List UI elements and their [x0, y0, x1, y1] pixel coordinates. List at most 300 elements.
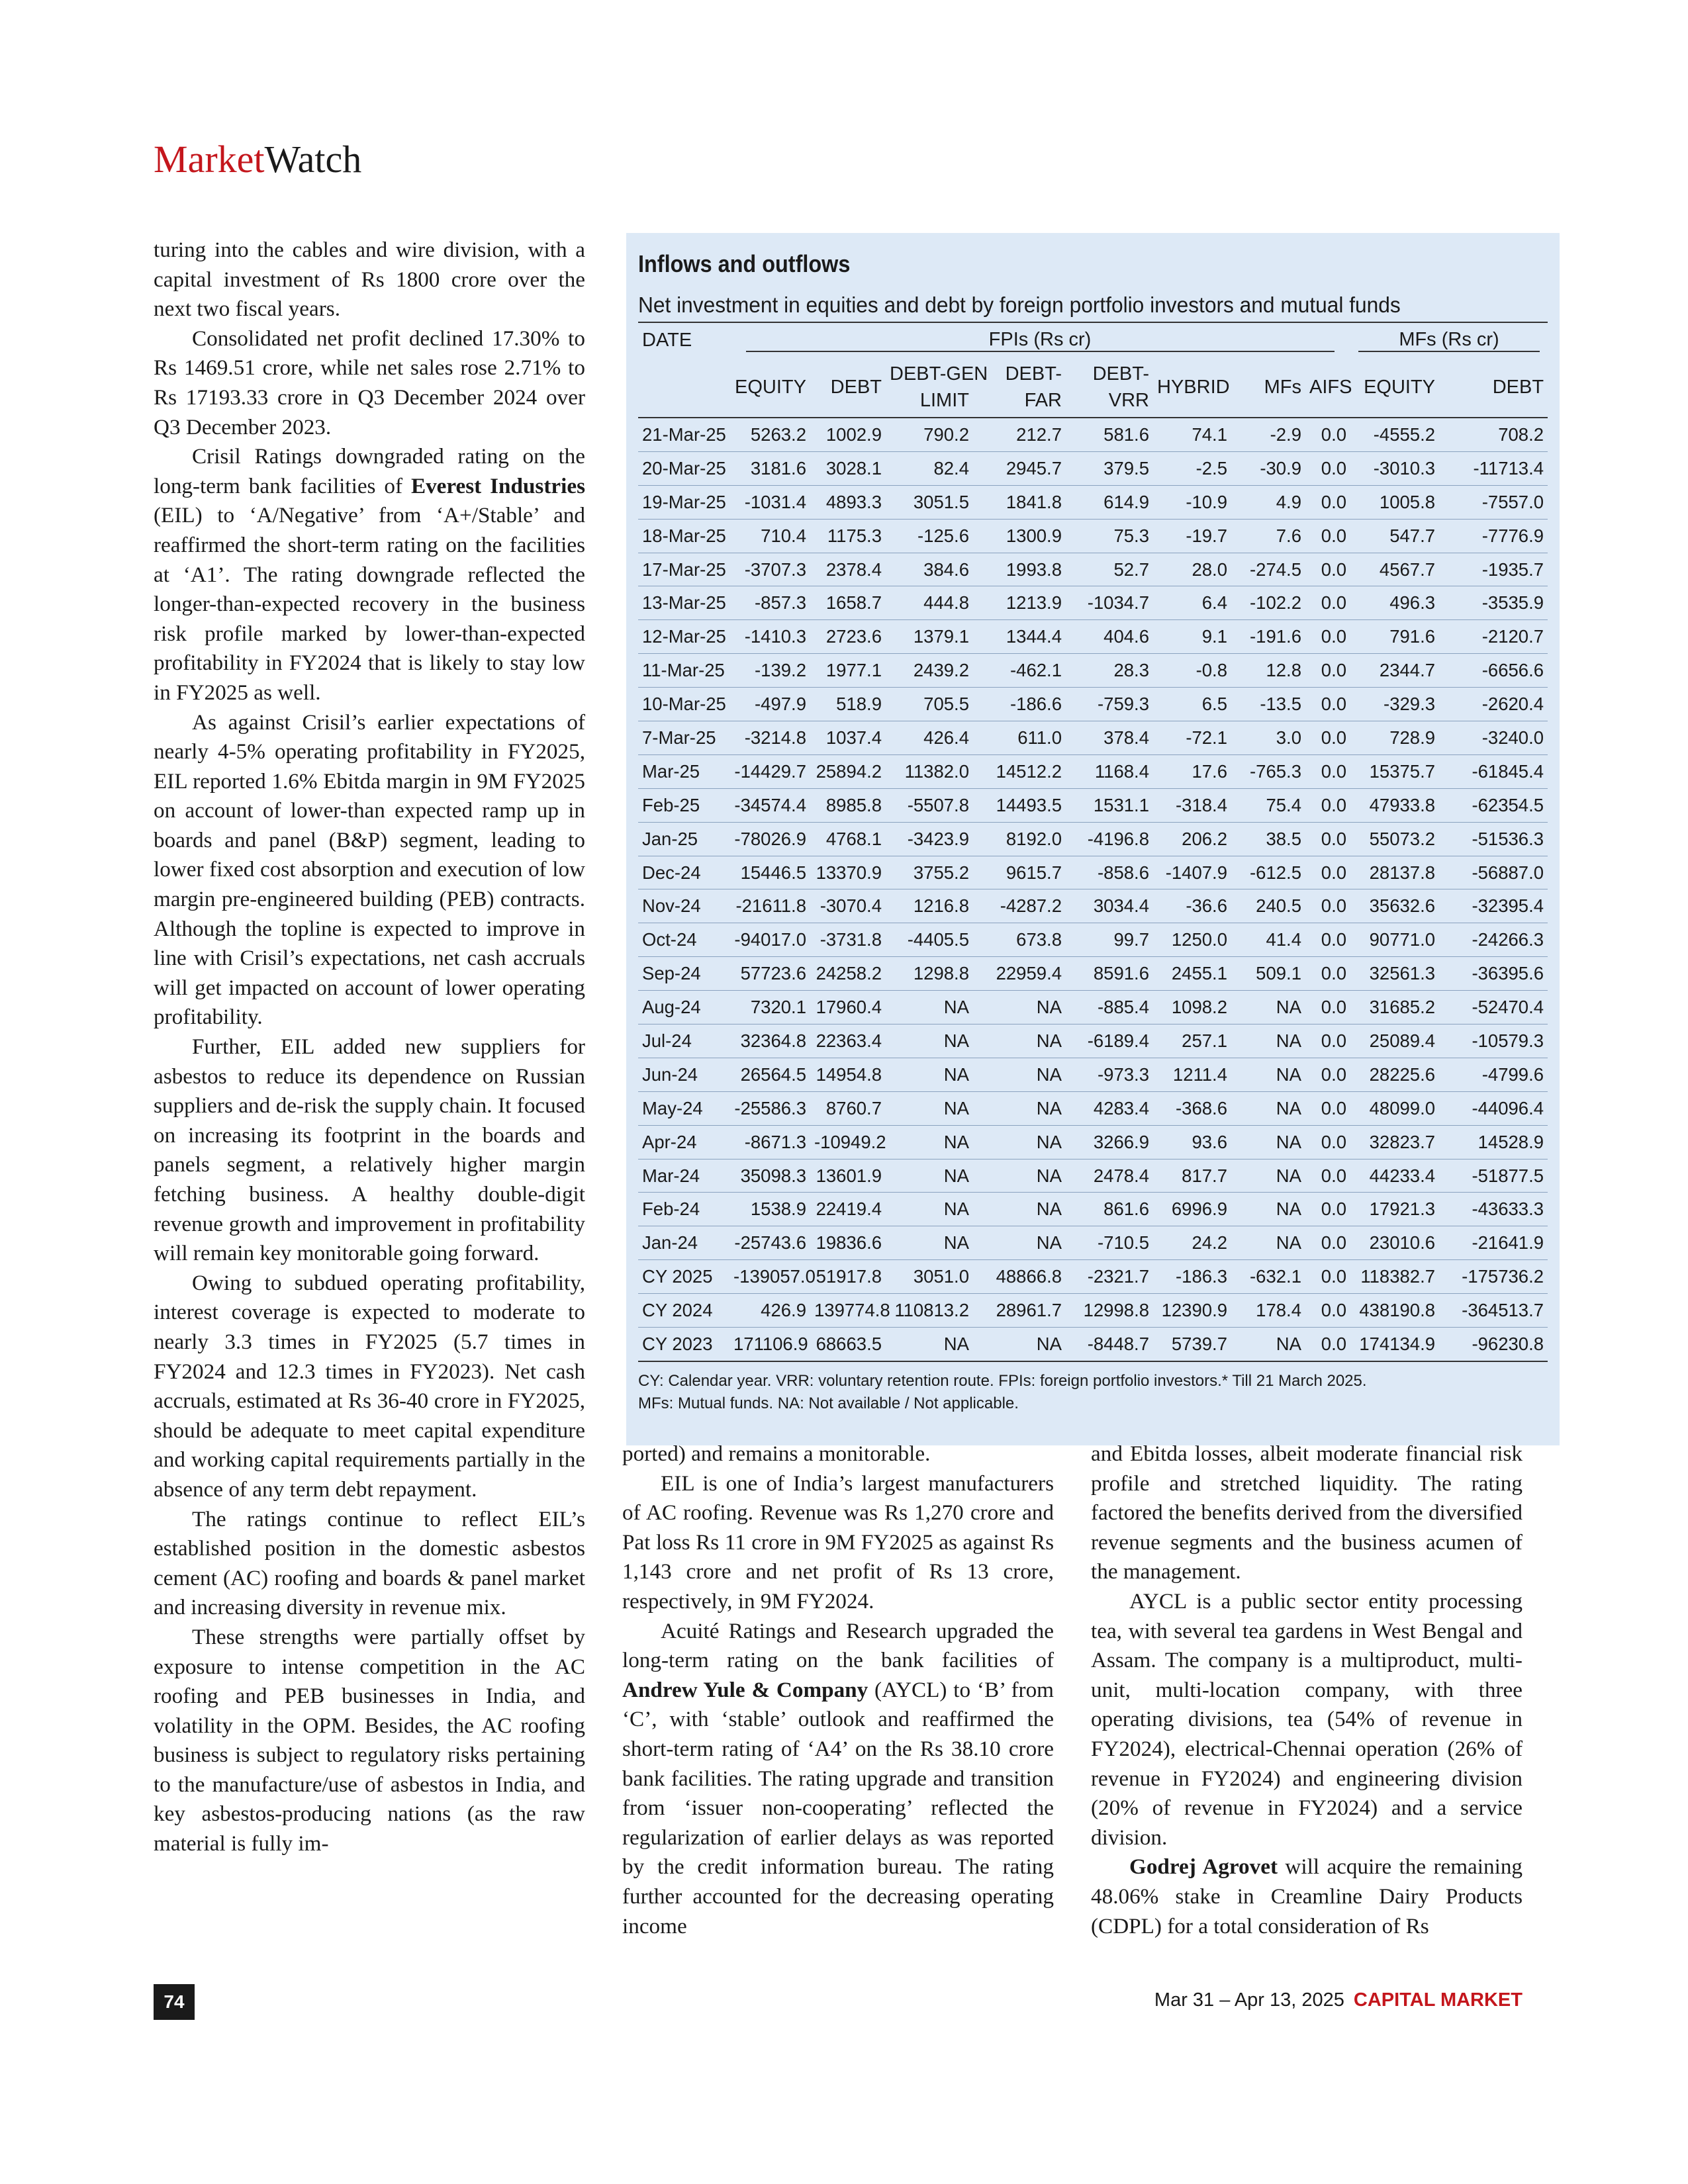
table-cell: 51917.8 [810, 1260, 886, 1294]
table-cell: -34574.4 [729, 788, 810, 822]
table-cell-date: 17-Mar-25 [638, 553, 729, 586]
table-cell: 5263.2 [729, 418, 810, 451]
table-cell: NA [1231, 1024, 1305, 1058]
footnote-line: MFs: Mutual funds. NA: Not available / Not applicable. [638, 1394, 1019, 1412]
table-row [638, 1328, 1548, 1361]
table-cell: -3707.3 [729, 553, 810, 586]
table-cell: 611.0 [973, 721, 1066, 755]
table-cell: 3034.4 [1066, 889, 1153, 923]
table-cell: -2.5 [1153, 451, 1231, 485]
table-cell: -21641.9 [1439, 1226, 1548, 1260]
table-cell: 0.0 [1305, 957, 1350, 991]
table-cell: 15375.7 [1350, 754, 1439, 788]
table-row [638, 553, 1548, 586]
table-cell: -139057.0 [729, 1260, 810, 1294]
table-cell: -36.6 [1153, 889, 1231, 923]
table-cell: NA [1231, 1226, 1305, 1260]
fpi-group-header: FPIs (Rs cr) [729, 322, 1350, 357]
table-cell: 0.0 [1305, 1159, 1350, 1193]
table-cell: -32395.4 [1439, 889, 1548, 923]
table-cell-date: Jan-25 [638, 822, 729, 856]
table-cell: 178.4 [1231, 1294, 1305, 1328]
table-cell: 110813.2 [886, 1294, 973, 1328]
table-cell: NA [973, 1091, 1066, 1125]
table-cell: 728.9 [1350, 721, 1439, 755]
table-cell: -19.7 [1153, 519, 1231, 553]
footnote-line: CY: Calendar year. VRR: voluntary retention route. FPIs: foreign portfolio investors.* Till 21 March 2025. [638, 1371, 1367, 1390]
table-cell: 26564.5 [729, 1058, 810, 1091]
table-cell: 48099.0 [1350, 1091, 1439, 1125]
table-cell: 12390.9 [1153, 1294, 1231, 1328]
table-cell: -52470.4 [1439, 991, 1548, 1024]
table-cell: 35632.6 [1350, 889, 1439, 923]
table-cell: 0.0 [1305, 1260, 1350, 1294]
table-cell: 4768.1 [810, 822, 886, 856]
paragraph: turing into the cables and wire division, with a capital investment of Rs 1800 crore over the next two fiscal years. [154, 238, 585, 322]
table-cell: 7.6 [1231, 519, 1305, 553]
paragraph-text: (AYCL) to ‘B’ from ‘C’, with ‘stable’ outlook and reaffirmed the short-term rating of ‘A4’ on the Rs 38.10 crore bank facilities. The rating upgrade and transition from ‘issuer non-cooperating’ reflected the regularization of earlier delays as was reported by the credit information bureau. The rating further accounted for the decreasing operating income [622, 1677, 1054, 1938]
table-cell: 1250.0 [1153, 923, 1231, 957]
table-cell: -710.5 [1066, 1226, 1153, 1260]
table-cell: 55073.2 [1350, 822, 1439, 856]
table-cell: 4283.4 [1066, 1091, 1153, 1125]
table-cell: -51877.5 [1439, 1159, 1548, 1193]
table-cell: -6656.6 [1439, 654, 1548, 688]
table-cell: 0.0 [1305, 1328, 1350, 1361]
table-cell: 14954.8 [810, 1058, 886, 1091]
table-cell: 47933.8 [1350, 788, 1439, 822]
table-cell-date: Mar-25 [638, 754, 729, 788]
table-cell: 1993.8 [973, 553, 1066, 586]
table-cell: NA [1231, 1193, 1305, 1226]
table-cell: -329.3 [1350, 688, 1439, 721]
table-cell: 0.0 [1305, 1226, 1350, 1260]
table-cell: NA [886, 991, 973, 1024]
table-cell: 90771.0 [1350, 923, 1439, 957]
table-cell: NA [973, 1226, 1066, 1260]
table-cell: 8985.8 [810, 788, 886, 822]
table-cell: 1098.2 [1153, 991, 1231, 1024]
table-cell: -25743.6 [729, 1226, 810, 1260]
table-cell: 8591.6 [1066, 957, 1153, 991]
table-cell: -0.8 [1153, 654, 1231, 688]
table-cell: -274.5 [1231, 553, 1305, 586]
table-row [638, 856, 1548, 889]
table-cell: 404.6 [1066, 620, 1153, 654]
table-cell-date: 11-Mar-25 [638, 654, 729, 688]
table-row [638, 1226, 1548, 1260]
paragraph: The ratings continue to reflect EIL’s established position in the domestic asbestos cement (AC) roofing and boards & panel market and increasing diversity in revenue mix. [154, 1506, 585, 1620]
table-cell: 426.9 [729, 1294, 810, 1328]
table-cell: -139.2 [729, 654, 810, 688]
table-cell: -24266.3 [1439, 923, 1548, 957]
table-cell: 206.2 [1153, 822, 1231, 856]
table-cell: -25586.3 [729, 1091, 810, 1125]
table-cell: 6996.9 [1153, 1193, 1231, 1226]
table-cell: NA [1231, 1159, 1305, 1193]
table-cell: 9615.7 [973, 856, 1066, 889]
table-cell: 13370.9 [810, 856, 886, 889]
table-cell: 28.3 [1066, 654, 1153, 688]
table-cell-date: 7-Mar-25 [638, 721, 729, 755]
table-cell: 438190.8 [1350, 1294, 1439, 1328]
table-cell: NA [1231, 1058, 1305, 1091]
publication-name: CAPITAL MARKET [1353, 1989, 1523, 2011]
article-column-2 [622, 1439, 1054, 1941]
table-cell: 1037.4 [810, 721, 886, 755]
table-cell: 708.2 [1439, 418, 1548, 451]
table-cell: 1300.9 [973, 519, 1066, 553]
issue-date: Mar 31 – Apr 13, 2025 [1154, 1989, 1344, 2011]
table-cell: 17.6 [1153, 754, 1231, 788]
table-cell: -4555.2 [1350, 418, 1439, 451]
table-cell: 6.4 [1153, 586, 1231, 620]
table-cell: -30.9 [1231, 451, 1305, 485]
paragraph: Owing to subdued operating profitability, interest coverage is expected to moderate to nearly 3.3 times in FY2025 (5.7 times in FY2024 and 12.3 times in FY2023). Net cash accruals, estimated at Rs 36-40 crore in FY2025, should be adequate to meet capital expenditure and working capital requirements partially in the absence of any term debt repayment. [154, 1270, 585, 1502]
table-cell-date: Jul-24 [638, 1024, 729, 1058]
table-cell: 1538.9 [729, 1193, 810, 1226]
table-cell: NA [1231, 1091, 1305, 1125]
table-cell: 1168.4 [1066, 754, 1153, 788]
table-cell: 518.9 [810, 688, 886, 721]
table-cell: 22419.4 [810, 1193, 886, 1226]
table-cell: -3070.4 [810, 889, 886, 923]
table-cell: NA [886, 1328, 973, 1361]
table-cell: 384.6 [886, 553, 973, 586]
table-cell: 93.6 [1153, 1125, 1231, 1159]
section-masthead [154, 140, 361, 179]
table-cell: 11382.0 [886, 754, 973, 788]
table-cell: NA [973, 1125, 1066, 1159]
table-cell: NA [886, 1024, 973, 1058]
column-header-hybrid: HYBRID [1153, 357, 1231, 418]
table-cell: -8448.7 [1066, 1328, 1153, 1361]
table-row [638, 822, 1548, 856]
table-cell: 1002.9 [810, 418, 886, 451]
table-cell: 38.5 [1231, 822, 1305, 856]
table-cell: 496.3 [1350, 586, 1439, 620]
table-cell: 14493.5 [973, 788, 1066, 822]
table-cell-date: Feb-25 [638, 788, 729, 822]
column-header-aifs: AIFS [1305, 357, 1350, 418]
table-cell: 3028.1 [810, 451, 886, 485]
table-cell: 0.0 [1305, 586, 1350, 620]
table-cell: 0.0 [1305, 418, 1350, 451]
table-cell-date: 13-Mar-25 [638, 586, 729, 620]
table-cell: -5507.8 [886, 788, 973, 822]
table-cell: 2439.2 [886, 654, 973, 688]
table-cell: -78026.9 [729, 822, 810, 856]
table-cell: -56887.0 [1439, 856, 1548, 889]
table-cell: NA [886, 1058, 973, 1091]
table-cell: 0.0 [1305, 923, 1350, 957]
table-cell: 23010.6 [1350, 1226, 1439, 1260]
table-cell: 25894.2 [810, 754, 886, 788]
table-cell: 0.0 [1305, 721, 1350, 755]
table-cell: 0.0 [1305, 1193, 1350, 1226]
company-name: Godrej Agrovet [1129, 1854, 1278, 1880]
table-cell: -61845.4 [1439, 754, 1548, 788]
table-cell: -885.4 [1066, 991, 1153, 1024]
company-name: Everest Industries [410, 473, 585, 498]
table-cell: 0.0 [1305, 1024, 1350, 1058]
table-cell: 0.0 [1305, 788, 1350, 822]
table-cell: 0.0 [1305, 889, 1350, 923]
inflows-outflows-table-box [626, 233, 1560, 1445]
table-cell: 212.7 [973, 418, 1066, 451]
table-cell-date: CY 2024 [638, 1294, 729, 1328]
table-cell: 171106.9 [729, 1328, 810, 1361]
table-cell: 1298.8 [886, 957, 973, 991]
table-cell: NA [973, 1024, 1066, 1058]
table-cell: 378.4 [1066, 721, 1153, 755]
table-cell: 12.8 [1231, 654, 1305, 688]
table-cell: 705.5 [886, 688, 973, 721]
table-cell: 4.9 [1231, 485, 1305, 519]
table-cell: 0.0 [1305, 991, 1350, 1024]
table-cell: NA [886, 1226, 973, 1260]
paragraph [154, 442, 585, 707]
table-cell: 0.0 [1305, 754, 1350, 788]
issue-info [1154, 1989, 1523, 2011]
paragraph: AYCL is a public sector entity processing tea, with several tea gardens in West Bengal and Assam. The company is a multiproduct, multi-unit, multi-location company, with three operating divisions, tea (54% of revenue in FY2024), electrical-Chennai operation (26% of revenue in FY2024) and engineering division (20% of revenue in FY2024) and a service division. [1091, 1588, 1523, 1850]
table-cell: 240.5 [1231, 889, 1305, 923]
table-cell: 15446.5 [729, 856, 810, 889]
column-header-fpi-debt: DEBT [810, 357, 886, 418]
table-cell: -4287.2 [973, 889, 1066, 923]
table-cell: -102.2 [1231, 586, 1305, 620]
table-cell: -186.6 [973, 688, 1066, 721]
table-cell: 31685.2 [1350, 991, 1439, 1024]
table-cell: 19836.6 [810, 1226, 886, 1260]
table-cell: 28.0 [1153, 553, 1231, 586]
column-header-debt-vrr: DEBT- VRR [1066, 357, 1153, 418]
table-cell: 2378.4 [810, 553, 886, 586]
table-cell: 3051.5 [886, 485, 973, 519]
table-cell: 52.7 [1066, 553, 1153, 586]
table-cell-date: 19-Mar-25 [638, 485, 729, 519]
table-cell: -1034.7 [1066, 586, 1153, 620]
table-cell: 1977.1 [810, 654, 886, 688]
table-cell-date: Mar-24 [638, 1159, 729, 1193]
table-row [638, 1125, 1548, 1159]
table-cell: -368.6 [1153, 1091, 1231, 1125]
table-row [638, 1024, 1548, 1058]
table-cell: -36395.6 [1439, 957, 1548, 991]
table-cell: 1005.8 [1350, 485, 1439, 519]
table-cell: 48866.8 [973, 1260, 1066, 1294]
table-cell: 32364.8 [729, 1024, 810, 1058]
table-cell-date: CY 2025 [638, 1260, 729, 1294]
table-cell: 3181.6 [729, 451, 810, 485]
table-cell: -72.1 [1153, 721, 1231, 755]
masthead-watch: Watch [264, 138, 362, 181]
table-column-header-row [638, 357, 1548, 418]
table-cell: 68663.5 [810, 1328, 886, 1361]
table-cell: -51536.3 [1439, 822, 1548, 856]
table-row [638, 754, 1548, 788]
table-title: Inflows and outflows [638, 250, 851, 277]
table-cell: NA [886, 1159, 973, 1193]
mf-group-header: MFs (Rs cr) [1350, 322, 1548, 357]
table-cell-date: 21-Mar-25 [638, 418, 729, 451]
table-row [638, 654, 1548, 688]
table-cell: -462.1 [973, 654, 1066, 688]
paragraph-text: Crisil Ratings downgraded rating on the long-term bank facilities of [154, 444, 585, 498]
table-cell: 118382.7 [1350, 1260, 1439, 1294]
table-row [638, 1091, 1548, 1125]
table-cell: NA [973, 1058, 1066, 1091]
table-row [638, 1260, 1548, 1294]
table-cell: 1658.7 [810, 586, 886, 620]
table-cell: NA [1231, 1125, 1305, 1159]
table-row [638, 991, 1548, 1024]
table-row [638, 1058, 1548, 1091]
table-cell: 3755.2 [886, 856, 973, 889]
table-cell: 17960.4 [810, 991, 886, 1024]
table-cell: 426.4 [886, 721, 973, 755]
table-cell: -3010.3 [1350, 451, 1439, 485]
table-cell: 0.0 [1305, 1125, 1350, 1159]
table-cell: -10579.3 [1439, 1024, 1548, 1058]
table-cell: -497.9 [729, 688, 810, 721]
table-row [638, 889, 1548, 923]
paragraph: EIL is one of India’s largest manufacturers of AC roofing. Revenue was Rs 1,270 crore and Pat loss Rs 11 crore in 9M FY2025 as against Rs 1,143 crore and net profit of Rs 13 crore, respectively, in 9M FY2024. [622, 1471, 1054, 1614]
table-cell: 32561.3 [1350, 957, 1439, 991]
table-cell: 17921.3 [1350, 1193, 1439, 1226]
table-cell: 6.5 [1153, 688, 1231, 721]
table-row [638, 519, 1548, 553]
table-row [638, 957, 1548, 991]
paragraph-text: Acuité Ratings and Research upgraded the long-term rating on the bank facilities of [622, 1618, 1054, 1673]
column-header-fpi-equity: EQUITY [729, 357, 810, 418]
table-cell-date: 20-Mar-25 [638, 451, 729, 485]
table-cell: -125.6 [886, 519, 973, 553]
column-header-debt-gen-limit: DEBT-GEN LIMIT [886, 357, 973, 418]
table-cell: 3266.9 [1066, 1125, 1153, 1159]
paragraph: As against Crisil’s earlier expectations of nearly 4-5% operating profitability in FY2025, EIL reported 1.6% Ebitda margin in 9M FY2025 on account of lower-than expected ramp up in boards and panel (B&P) segment, leading to lower fixed cost absorption and execution of low margin pre-engineered building (PEB) contracts. Although the topline is expected to improve in line with Crisil’s expectations, net cash accruals will get impacted on account of lower operating profitability. [154, 709, 585, 1030]
table-row [638, 1294, 1548, 1328]
table-cell: -4196.8 [1066, 822, 1153, 856]
table-cell: -3423.9 [886, 822, 973, 856]
table-cell: 790.2 [886, 418, 973, 451]
table-cell: 75.3 [1066, 519, 1153, 553]
table-cell: 2723.6 [810, 620, 886, 654]
table-cell: 0.0 [1305, 1058, 1350, 1091]
table-cell: -3214.8 [729, 721, 810, 755]
paragraph-text: will acquire the remaining 48.06% stake in Creamline Dairy Products (CDPL) for a total consideration of Rs [1091, 1854, 1523, 1938]
paragraph [1091, 1852, 1523, 1941]
table-cell: -1410.3 [729, 620, 810, 654]
table-cell: 1841.8 [973, 485, 1066, 519]
table-cell: 614.9 [1066, 485, 1153, 519]
table-cell: 0.0 [1305, 620, 1350, 654]
table-cell: 0.0 [1305, 1091, 1350, 1125]
table-cell: 2455.1 [1153, 957, 1231, 991]
table-cell: 1175.3 [810, 519, 886, 553]
table-cell: 379.5 [1066, 451, 1153, 485]
table-body [638, 418, 1548, 1361]
table-cell: 28961.7 [973, 1294, 1066, 1328]
table-cell: 0.0 [1305, 553, 1350, 586]
table-cell: 581.6 [1066, 418, 1153, 451]
table-cell: -1031.4 [729, 485, 810, 519]
table-cell: -10949.2 [810, 1125, 886, 1159]
column-header-mf-equity: EQUITY [1350, 357, 1439, 418]
table-cell: 14512.2 [973, 754, 1066, 788]
table-cell: 2945.7 [973, 451, 1066, 485]
table-cell: 24.2 [1153, 1226, 1231, 1260]
table-cell: -94017.0 [729, 923, 810, 957]
table-cell: -759.3 [1066, 688, 1153, 721]
table-row [638, 788, 1548, 822]
table-cell: 99.7 [1066, 923, 1153, 957]
table-cell: NA [973, 1328, 1066, 1361]
table-cell: 1213.9 [973, 586, 1066, 620]
table-cell: -973.3 [1066, 1058, 1153, 1091]
table-cell: -3535.9 [1439, 586, 1548, 620]
paragraph: ported) and remains a monitorable. [622, 1441, 931, 1466]
table-cell: 3051.0 [886, 1260, 973, 1294]
table-cell: -11713.4 [1439, 451, 1548, 485]
table-cell: 0.0 [1305, 1294, 1350, 1328]
table-cell: -4799.6 [1439, 1058, 1548, 1091]
table-cell: 14528.9 [1439, 1125, 1548, 1159]
table-cell: NA [973, 991, 1066, 1024]
table-cell: 3.0 [1231, 721, 1305, 755]
table-cell: -632.1 [1231, 1260, 1305, 1294]
table-cell: 57723.6 [729, 957, 810, 991]
table-cell: -2120.7 [1439, 620, 1548, 654]
table-cell: -96230.8 [1439, 1328, 1548, 1361]
table-cell: -7776.9 [1439, 519, 1548, 553]
table-cell: 817.7 [1153, 1159, 1231, 1193]
table-cell: -2321.7 [1066, 1260, 1153, 1294]
table-cell: -62354.5 [1439, 788, 1548, 822]
table-cell: -3240.0 [1439, 721, 1548, 755]
table-cell-date: 10-Mar-25 [638, 688, 729, 721]
table-cell: -3731.8 [810, 923, 886, 957]
table-cell: -318.4 [1153, 788, 1231, 822]
table-cell: 12998.8 [1066, 1294, 1153, 1328]
table-cell: 2478.4 [1066, 1159, 1153, 1193]
table-cell-date: Aug-24 [638, 991, 729, 1024]
table-cell: 28225.6 [1350, 1058, 1439, 1091]
table-row [638, 1193, 1548, 1226]
table-cell: -8671.3 [729, 1125, 810, 1159]
table-cell: 4567.7 [1350, 553, 1439, 586]
table-cell: -186.3 [1153, 1260, 1231, 1294]
table-cell: 7320.1 [729, 991, 810, 1024]
table-cell: 75.4 [1231, 788, 1305, 822]
table-cell: 0.0 [1305, 519, 1350, 553]
paragraph [622, 1617, 1054, 1942]
table-cell: 1531.1 [1066, 788, 1153, 822]
table-cell: 44233.4 [1350, 1159, 1439, 1193]
table-cell: 1379.1 [886, 620, 973, 654]
paragraph-text: (EIL) to ‘A/Negative’ from ‘A+/Stable’ and reaffirmed the short-term rating on the facilities at ‘A1’. The rating downgrade reflected the longer-than-expected recovery in the business risk profile marked by lower-than-expected profitability in FY2024 that is likely to stay low in FY2025 as well. [154, 503, 585, 705]
table-cell: -857.3 [729, 586, 810, 620]
table-cell: 82.4 [886, 451, 973, 485]
table-cell: -7557.0 [1439, 485, 1548, 519]
table-subtitle: Net investment in equities and debt by foreign portfolio investors and mutual funds [638, 293, 1401, 317]
table-cell: 24258.2 [810, 957, 886, 991]
table-row [638, 688, 1548, 721]
table-cell: 0.0 [1305, 654, 1350, 688]
table-cell: 28137.8 [1350, 856, 1439, 889]
column-header [638, 357, 729, 418]
table-cell-date: Nov-24 [638, 889, 729, 923]
